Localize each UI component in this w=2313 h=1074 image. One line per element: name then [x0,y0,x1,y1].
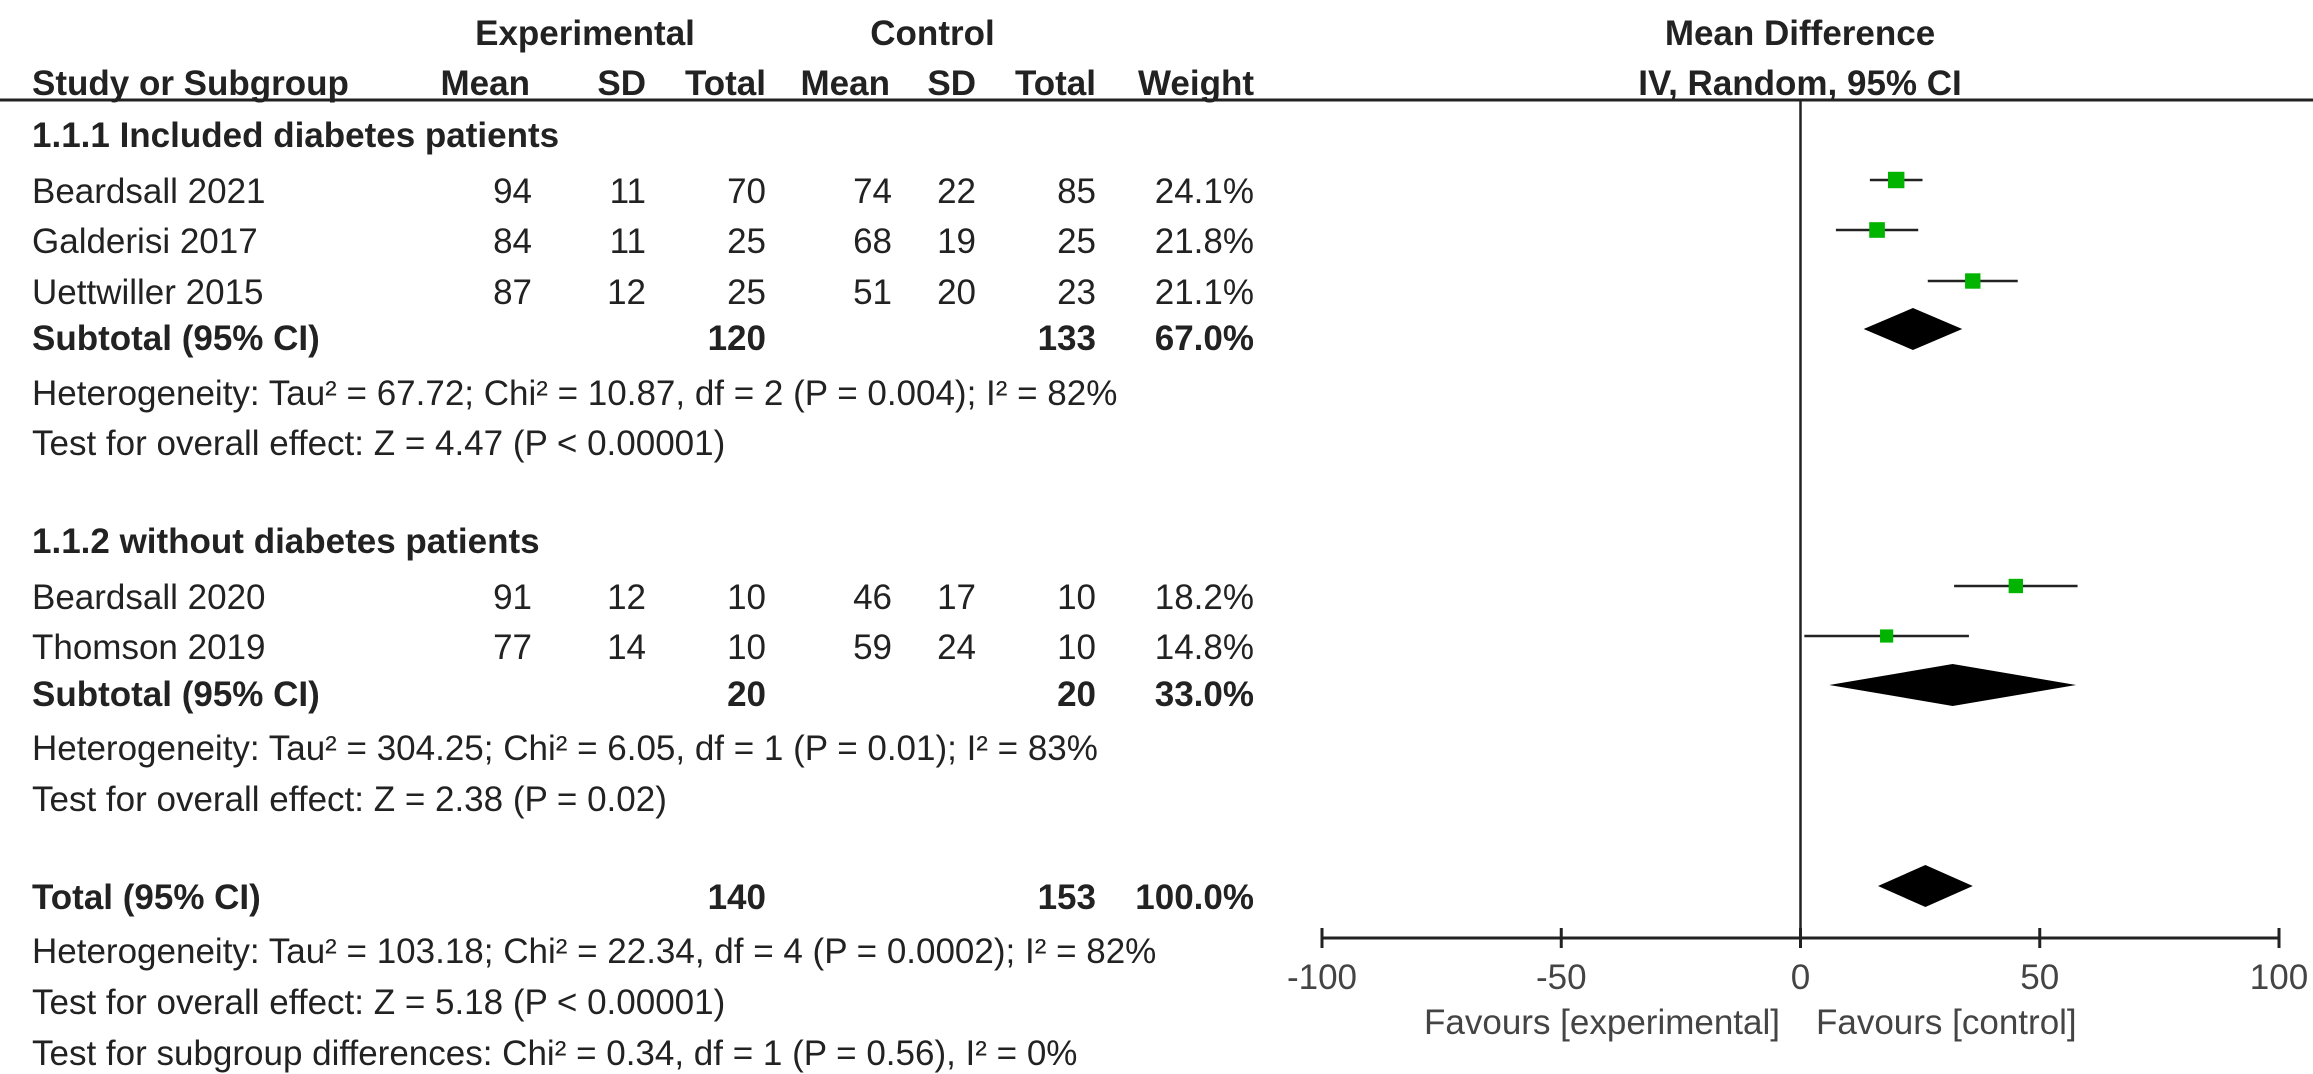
exp-sd: 14 [607,628,646,667]
study-weight: 24.1% [1154,172,1254,211]
exp-sd-header: SD [597,64,646,103]
study-weight: 18.2% [1154,578,1254,617]
total-diamond [1878,865,1973,907]
exp-sd: 11 [609,172,646,211]
exp-sd: 12 [607,273,646,312]
x-tick-label: 0 [1790,958,1811,997]
x-tick-label: -50 [1535,958,1587,997]
subtotal-label: Subtotal (95% CI) [32,675,320,714]
overall-effect-text: Test for overall effect: Z = 2.38 (P = 0.02) [32,780,667,819]
heterogeneity-text: Heterogeneity: Tau² = 304.25; Chi² = 6.05, df = 1 (P = 0.01); I² = 83% [32,729,1098,768]
study-weight: 21.8% [1154,222,1254,261]
experimental-header: Experimental [475,14,695,53]
exp-total: 25 [727,222,766,261]
exp-mean: 87 [493,273,532,312]
ctl-sd: 19 [937,222,976,261]
study-effect-marker [1880,629,1893,642]
ctl-sd: 20 [937,273,976,312]
overall-effect-text: Test for overall effect: Z = 4.47 (P < 0.00001) [32,424,726,463]
exp-sd: 12 [607,578,646,617]
total-ctl-total: 153 [1037,878,1096,917]
total-label: Total (95% CI) [32,878,261,917]
ctl-mean: 74 [853,172,892,211]
group-label: 1.1.1 Included diabetes patients [32,116,560,155]
study-weight: 14.8% [1154,628,1254,667]
ctl-total: 85 [1057,172,1096,211]
ctl-mean: 46 [853,578,892,617]
ctl-mean: 59 [853,628,892,667]
subtotal-exp-total: 120 [707,319,766,358]
exp-mean: 84 [493,222,532,261]
subtotal-ctl-total: 20 [1057,675,1096,714]
subtotal-label: Subtotal (95% CI) [32,319,320,358]
ctl-sd: 24 [937,628,976,667]
subtotal-diamond [1829,664,2076,706]
study-name: Beardsall 2020 [32,578,266,617]
ctl-total: 10 [1057,628,1096,667]
heterogeneity-text: Heterogeneity: Tau² = 67.72; Chi² = 10.87, df = 2 (P = 0.004); I² = 82% [32,374,1118,413]
study-name: Galderisi 2017 [32,222,258,261]
subgroup-differences-text: Test for subgroup differences: Chi² = 0.34, df = 1 (P = 0.56), I² = 0% [32,1034,1078,1073]
study-column-header: Study or Subgroup [32,64,349,103]
subtotal-weight: 67.0% [1154,319,1254,358]
favours-experimental-label: Favours [experimental] [1424,1003,1780,1042]
study-name: Thomson 2019 [32,628,266,667]
favours-control-label: Favours [control] [1816,1003,2077,1042]
ctl-total: 23 [1057,273,1096,312]
ctl-mean: 51 [853,273,892,312]
study-effect-marker [1965,273,1980,288]
group-label: 1.1.2 without diabetes patients [32,522,540,561]
ctl-sd-header: SD [927,64,976,103]
ctl-total: 10 [1057,578,1096,617]
effect-method-header: IV, Random, 95% CI [1638,64,1962,103]
exp-mean-header: Mean [440,64,530,103]
total-overall-effect-text: Test for overall effect: Z = 5.18 (P < 0.00001) [32,983,726,1022]
weight-header: Weight [1137,64,1254,103]
x-tick-label: 100 [2249,958,2309,997]
x-tick-label: 50 [2020,958,2060,997]
ctl-total-header: Total [1014,64,1096,103]
ctl-mean: 68 [853,222,892,261]
exp-total: 70 [727,172,766,211]
subtotal-weight: 33.0% [1154,675,1254,714]
effect-title: Mean Difference [1664,14,1936,53]
study-effect-marker [1888,172,1904,188]
ctl-mean-header: Mean [800,64,890,103]
exp-mean: 91 [493,578,532,617]
ctl-sd: 17 [937,578,976,617]
subtotal-diamond [1864,308,1963,350]
exp-mean: 77 [493,628,532,667]
total-exp-total: 140 [707,878,766,917]
ctl-sd: 22 [937,172,976,211]
study-effect-marker [2009,579,2023,593]
x-tick-label: -100 [1286,958,1358,997]
ctl-total: 25 [1057,222,1096,261]
total-weight: 100.0% [1135,878,1254,917]
exp-total: 25 [727,273,766,312]
subtotal-ctl-total: 133 [1037,319,1096,358]
study-weight: 21.1% [1154,273,1254,312]
total-heterogeneity-text: Heterogeneity: Tau² = 103.18; Chi² = 22.34, df = 4 (P = 0.0002); I² = 82% [32,932,1157,971]
study-name: Beardsall 2021 [32,172,266,211]
exp-total: 10 [727,578,766,617]
exp-total: 10 [727,628,766,667]
exp-sd: 11 [609,222,646,261]
study-effect-marker [1869,222,1885,238]
study-name: Uettwiller 2015 [32,273,264,312]
exp-mean: 94 [493,172,532,211]
control-header: Control [870,14,995,53]
subtotal-exp-total: 20 [727,675,766,714]
exp-total-header: Total [684,64,766,103]
